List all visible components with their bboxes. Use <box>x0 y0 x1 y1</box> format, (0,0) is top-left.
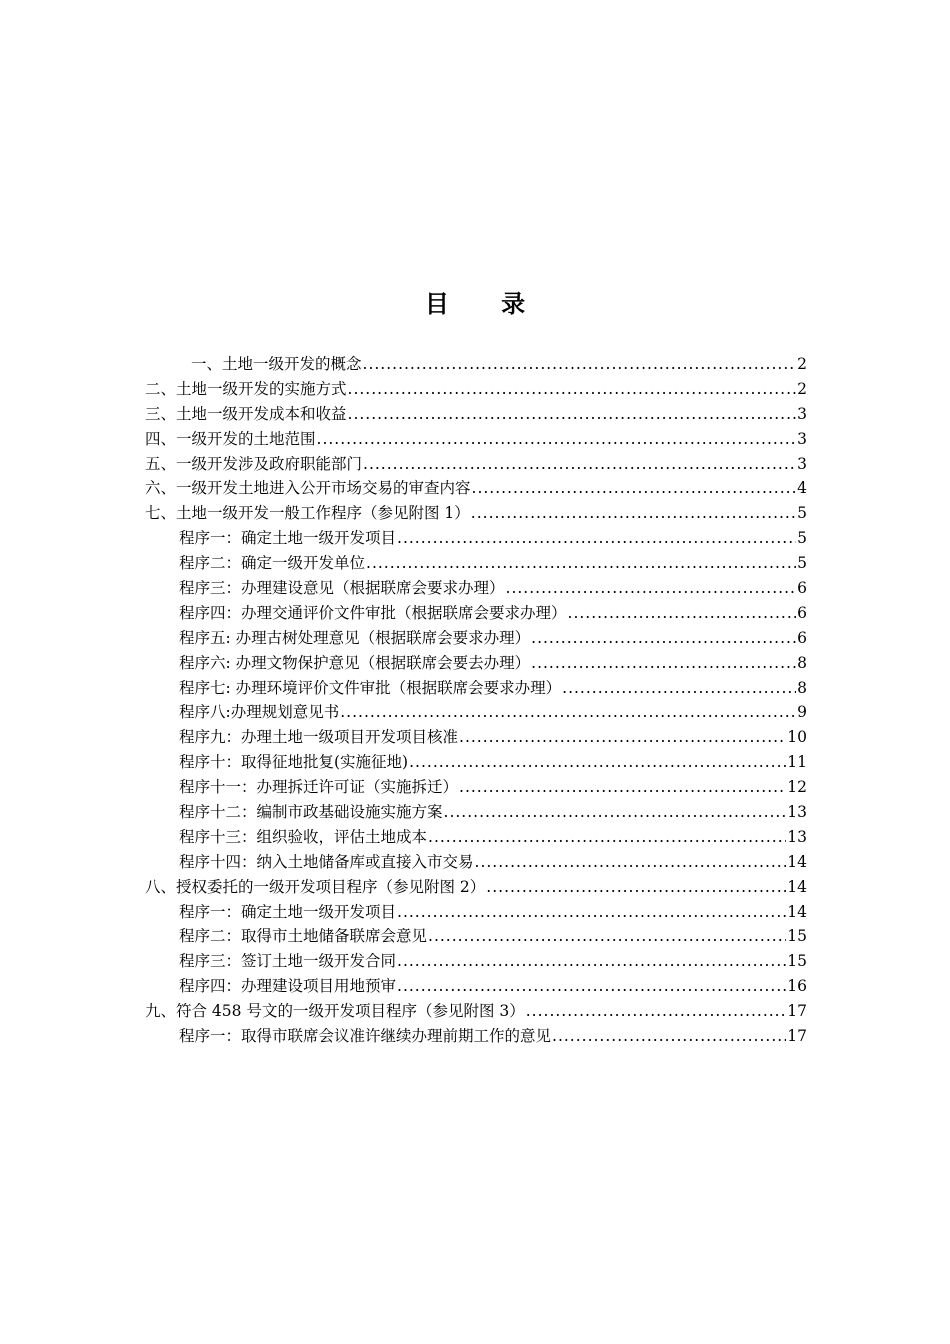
toc-entry[interactable] <box>145 900 807 925</box>
toc-page-number: 14 <box>787 902 807 921</box>
toc-dot-leader <box>562 676 796 701</box>
toc-page-number: 5 <box>797 504 807 523</box>
toc-entry-text: 程序十一：办理拆迁许可证（实施拆迁） <box>179 778 459 797</box>
toc-entry[interactable] <box>145 800 807 825</box>
toc-page-number: 6 <box>797 603 807 622</box>
toc-page-number: 2 <box>797 355 807 373</box>
toc-page-number: 17 <box>787 1002 807 1021</box>
toc-dot-leader <box>409 750 786 775</box>
toc-entry[interactable] <box>145 850 807 875</box>
toc-entry-text: 六、一级开发土地进入公开市场交易的审查内容 <box>145 479 471 498</box>
toc-entry[interactable] <box>145 452 807 477</box>
toc-entry[interactable] <box>145 949 807 974</box>
toc-page-number: 3 <box>797 404 807 423</box>
toc-dot-leader <box>471 501 796 526</box>
table-of-contents <box>145 352 807 1049</box>
toc-entry[interactable] <box>145 501 807 526</box>
toc-entry-text: 程序四：办理交通评价文件审批（根据联席会要求办理） <box>179 603 567 622</box>
toc-entry[interactable] <box>145 775 807 800</box>
toc-entry[interactable] <box>145 875 807 900</box>
toc-dot-leader <box>459 775 786 800</box>
toc-entry[interactable] <box>145 974 807 999</box>
toc-entry-text: 八、授权委托的一级开发项目程序（参见附图 2） <box>145 877 486 896</box>
toc-page-number: 13 <box>787 803 807 822</box>
toc-entry-text: 七、土地一级开发一般工作程序（参见附图 1） <box>145 504 470 523</box>
toc-dot-leader <box>531 651 796 676</box>
toc-entry-text: 程序十：取得征地批复(实施征地) <box>179 753 409 772</box>
toc-dot-leader <box>397 949 786 974</box>
toc-dot-leader <box>475 850 787 875</box>
toc-entry-text: 三、土地一级开发成本和收益 <box>145 404 347 423</box>
toc-entry[interactable] <box>145 999 807 1024</box>
toc-entry-text: 程序二：取得市土地储备联席会意见 <box>179 927 428 946</box>
toc-entry[interactable] <box>145 651 807 676</box>
toc-dot-leader <box>363 452 796 477</box>
toc-entry-text: 二、土地一级开发的实施方式 <box>145 379 347 398</box>
toc-entry[interactable] <box>145 750 807 775</box>
toc-entry[interactable] <box>145 526 807 551</box>
toc-entry[interactable] <box>145 924 807 949</box>
toc-entry[interactable] <box>145 676 807 701</box>
toc-dot-leader <box>459 725 786 750</box>
toc-entry[interactable] <box>145 427 807 452</box>
toc-page-number: 9 <box>797 703 807 722</box>
toc-entry-text: 程序三：办理建设意见（根据联席会要求办理） <box>179 579 505 598</box>
toc-dot-leader <box>363 352 797 377</box>
toc-entry[interactable] <box>145 352 807 377</box>
toc-page-number: 17 <box>787 1027 807 1046</box>
toc-page-number: 5 <box>797 529 807 548</box>
toc-page-number: 14 <box>787 877 807 896</box>
toc-page-number: 12 <box>787 778 807 797</box>
toc-page-number: 13 <box>787 827 807 846</box>
toc-entry-text: 程序一：确定土地一级开发项目 <box>179 529 397 548</box>
toc-entry-text: 程序七: 办理环境评价文件审批（根据联席会要求办理） <box>179 678 562 697</box>
toc-page-number: 5 <box>797 554 807 573</box>
toc-entry[interactable] <box>145 626 807 651</box>
toc-entry-text: 程序八:办理规划意见书 <box>179 703 340 722</box>
toc-page-number: 16 <box>787 977 807 996</box>
toc-entry-text: 四、一级开发的土地范围 <box>145 429 316 448</box>
toc-entry[interactable] <box>145 551 807 576</box>
toc-entry-text: 程序五: 办理古树处理意见（根据联席会要求办理） <box>179 628 531 647</box>
toc-entry[interactable] <box>145 402 807 427</box>
toc-entry[interactable] <box>145 725 807 750</box>
toc-entry-text: 程序六: 办理文物保护意见（根据联席会要去办理） <box>179 653 531 672</box>
toc-entry-text: 一、土地一级开发的概念 <box>191 355 362 373</box>
toc-entry[interactable] <box>145 700 807 725</box>
toc-dot-leader <box>397 900 786 925</box>
toc-entry-text: 程序十四：纳入土地储备库或直接入市交易 <box>179 852 474 871</box>
toc-entry-text: 程序十三：组织验收，评估土地成本 <box>179 827 428 846</box>
toc-dot-leader <box>340 700 796 725</box>
toc-entry-text: 程序一：取得市联席会议准许继续办理前期工作的意见 <box>179 1027 552 1046</box>
toc-dot-leader <box>568 601 797 626</box>
toc-entry-text: 程序十二：编制市政基础设施实施方案 <box>179 803 443 822</box>
toc-page-number: 10 <box>787 728 807 747</box>
toc-dot-leader <box>366 551 796 576</box>
toc-dot-leader <box>397 974 786 999</box>
toc-page-number: 3 <box>797 429 807 448</box>
toc-page-number: 15 <box>787 927 807 946</box>
toc-entry-text: 程序二：确定一级开发单位 <box>179 554 366 573</box>
toc-entry-text: 程序三：签订土地一级开发合同 <box>179 952 397 971</box>
toc-entry-text: 程序四：办理建设项目用地预审 <box>179 977 397 996</box>
toc-entry-text: 九、符合 458 号文的一级开发项目程序（参见附图 3） <box>145 1002 525 1021</box>
toc-title: 目 录 <box>424 290 548 318</box>
toc-dot-leader <box>317 427 797 452</box>
toc-entry-text: 程序一：确定土地一级开发项目 <box>179 902 397 921</box>
toc-page-number: 6 <box>797 579 807 598</box>
toc-dot-leader <box>506 576 797 601</box>
toc-dot-leader <box>472 476 797 501</box>
toc-page-number: 3 <box>797 454 807 473</box>
toc-dot-leader <box>348 402 797 427</box>
toc-entry[interactable] <box>145 1024 807 1049</box>
toc-dot-leader <box>486 875 786 900</box>
toc-entry[interactable] <box>145 576 807 601</box>
toc-entry[interactable] <box>145 601 807 626</box>
toc-page-number: 8 <box>797 653 807 672</box>
toc-dot-leader <box>428 924 786 949</box>
toc-page-number: 6 <box>797 628 807 647</box>
toc-page-number: 2 <box>797 379 807 398</box>
toc-dot-leader <box>348 377 797 402</box>
toc-dot-leader <box>552 1024 786 1049</box>
toc-page-number: 11 <box>787 753 807 772</box>
toc-dot-leader <box>397 526 796 551</box>
toc-page-number: 4 <box>797 479 807 498</box>
toc-entry-text: 五、一级开发涉及政府职能部门 <box>145 454 363 473</box>
toc-entry-text: 程序九：办理土地一级项目开发项目核准 <box>179 728 459 747</box>
toc-entry[interactable] <box>145 476 807 501</box>
toc-dot-leader <box>531 626 796 651</box>
toc-page-number: 14 <box>787 852 807 871</box>
toc-entry[interactable] <box>145 377 807 402</box>
toc-dot-leader <box>444 800 787 825</box>
toc-dot-leader <box>428 825 786 850</box>
toc-entry[interactable] <box>145 825 807 850</box>
toc-page-number: 8 <box>797 678 807 697</box>
toc-dot-leader <box>526 999 787 1024</box>
toc-page-number: 15 <box>787 952 807 971</box>
